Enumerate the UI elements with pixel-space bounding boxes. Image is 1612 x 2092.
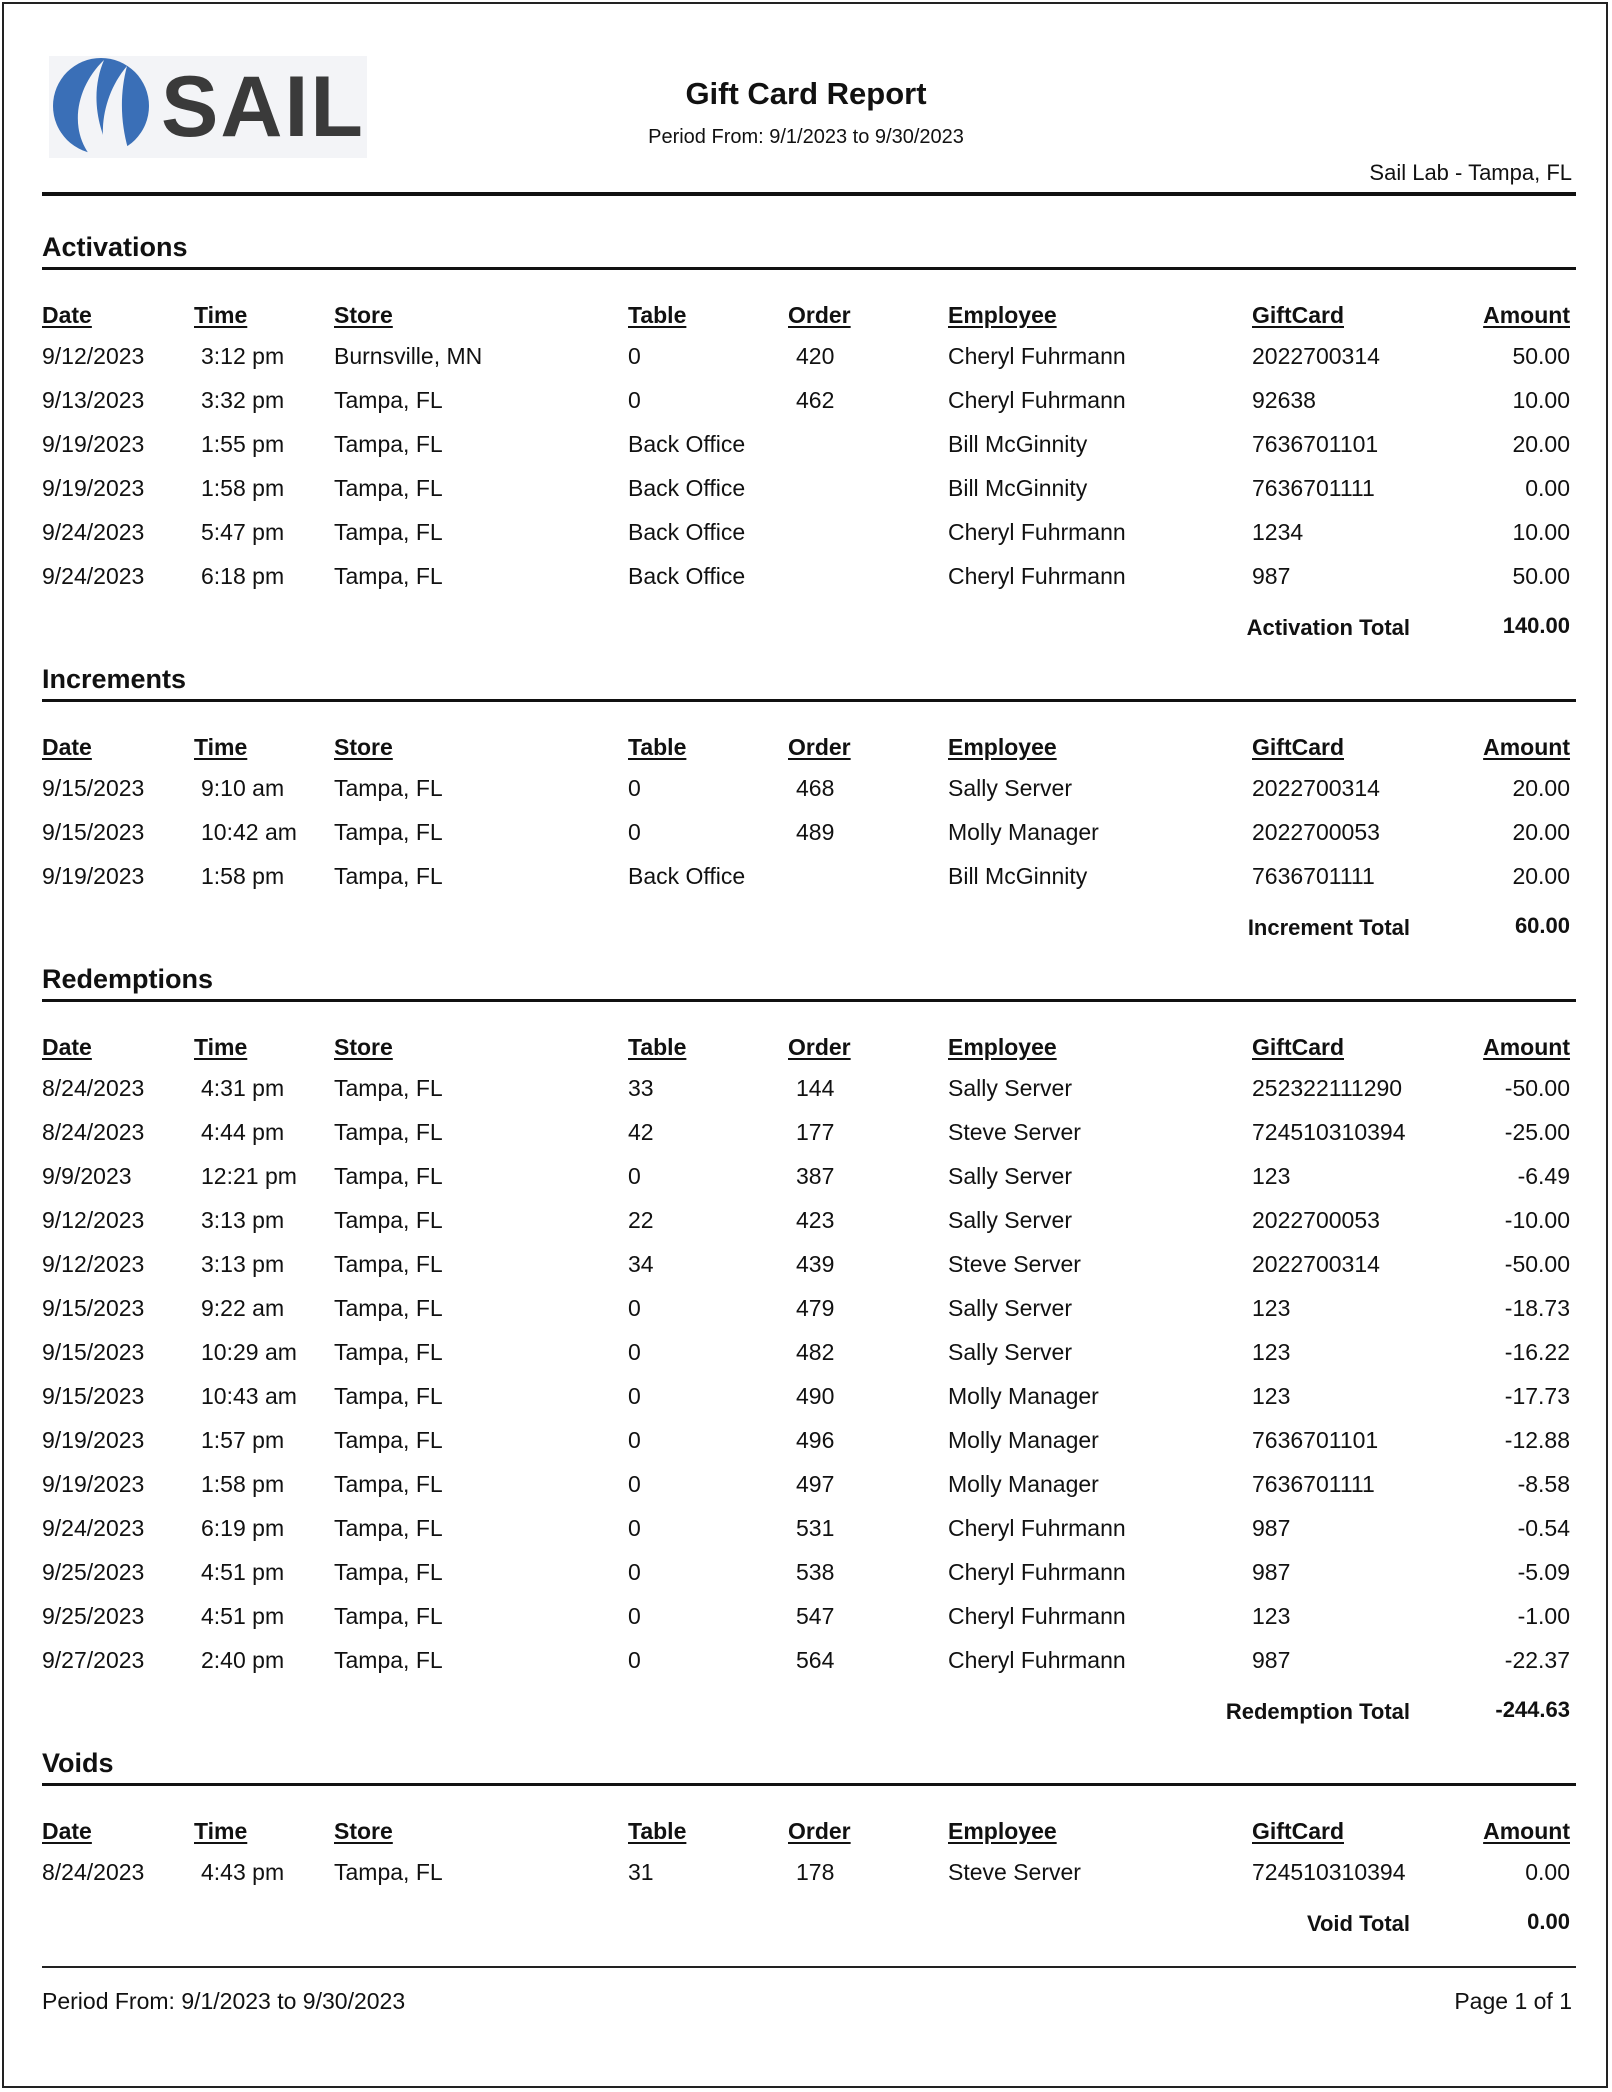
activations-row-3-employee: Bill McGinnity (948, 431, 1088, 457)
redemptions-row-10-date: 9/19/2023 (42, 1471, 145, 1497)
increments-row-1-employee: Sally Server (948, 775, 1072, 801)
redemptions-header-store: Store (334, 1034, 393, 1060)
redemptions-section-title: Redemptions (42, 964, 214, 994)
redemptions-row-10-time: 1:58 pm (201, 1471, 285, 1497)
activations-section-title: Activations (42, 232, 188, 262)
redemptions-row-4-time: 3:13 pm (201, 1207, 285, 1233)
voids-total-value: 0.00 (1527, 1909, 1570, 1934)
redemptions-row-3-giftcard: 123 (1252, 1163, 1291, 1189)
redemptions-header-table: Table (628, 1034, 687, 1060)
redemptions-row-6-order: 479 (796, 1295, 835, 1321)
voids-header-table: Table (628, 1818, 687, 1844)
redemptions-row-12-store: Tampa, FL (334, 1559, 443, 1585)
activations-header-order: Order (788, 302, 851, 328)
redemptions-row-10-employee: Molly Manager (948, 1471, 1099, 1497)
activations-row-1-store: Burnsville, MN (334, 343, 483, 369)
redemptions-row-6-date: 9/15/2023 (42, 1295, 145, 1321)
redemptions-row-2-table: 42 (628, 1119, 654, 1145)
redemptions-row-4-order: 423 (796, 1207, 835, 1233)
redemptions-row-7-table: 0 (628, 1339, 641, 1365)
activations-row-4-time: 1:58 pm (201, 475, 285, 501)
redemptions-row-14-store: Tampa, FL (334, 1647, 443, 1673)
increments-row-1-order: 468 (796, 775, 835, 801)
redemptions-header-giftcard: GiftCard (1252, 1034, 1344, 1060)
redemptions-row-5-amount: -50.00 (1504, 1251, 1570, 1277)
increments-row-1-date: 9/15/2023 (42, 775, 145, 801)
redemptions-row-1-table: 33 (628, 1075, 654, 1101)
redemptions-row-10-table: 0 (628, 1471, 641, 1497)
activations-row-5-store: Tampa, FL (334, 519, 443, 545)
voids-row-1-giftcard: 724510310394 (1252, 1859, 1406, 1885)
redemptions-row-12-employee: Cheryl Fuhrmann (948, 1559, 1126, 1585)
redemptions-row-9-amount: -12.88 (1504, 1427, 1570, 1453)
activations-row-3-store: Tampa, FL (334, 431, 443, 457)
redemptions-row-12-date: 9/25/2023 (42, 1559, 145, 1585)
increments-row-3-amount: 20.00 (1512, 863, 1570, 889)
increments-row-1-store: Tampa, FL (334, 775, 443, 801)
activations-total-label: Activation Total (1246, 615, 1410, 640)
redemptions-row-6-time: 9:22 am (201, 1295, 285, 1321)
redemptions-row-11-time: 6:19 pm (201, 1515, 285, 1541)
redemptions-row-2-employee: Steve Server (948, 1119, 1081, 1145)
redemptions-row-5-table: 34 (628, 1251, 654, 1277)
activations-row-3-giftcard: 7636701101 (1252, 431, 1379, 457)
redemptions-row-8-table: 0 (628, 1383, 641, 1409)
voids-header-order: Order (788, 1818, 851, 1844)
redemptions-row-9-order: 496 (796, 1427, 835, 1453)
report-page (2, 2, 1608, 2088)
increments-section-title: Increments (42, 664, 187, 694)
activations-row-1-employee: Cheryl Fuhrmann (948, 343, 1126, 369)
redemptions-row-7-store: Tampa, FL (334, 1339, 443, 1365)
redemptions-total-value: -244.63 (1495, 1697, 1570, 1722)
activations-row-6-store: Tampa, FL (334, 563, 443, 589)
voids-section-divider (42, 1783, 1576, 1786)
increments-row-2-giftcard: 2022700053 (1252, 819, 1380, 845)
redemptions-row-10-store: Tampa, FL (334, 1471, 443, 1497)
redemptions-header-employee: Employee (948, 1034, 1057, 1060)
redemptions-header-time: Time (194, 1034, 248, 1060)
increments-row-1-table: 0 (628, 775, 641, 801)
activations-row-4-amount: 0.00 (1525, 475, 1570, 501)
redemptions-row-5-employee: Steve Server (948, 1251, 1081, 1277)
redemptions-row-14-time: 2:40 pm (201, 1647, 285, 1673)
increments-row-2-date: 9/15/2023 (42, 819, 145, 845)
increments-row-1-amount: 20.00 (1512, 775, 1570, 801)
increments-total-value: 60.00 (1514, 913, 1570, 938)
increments-row-2-store: Tampa, FL (334, 819, 443, 845)
voids-header-amount: Amount (1483, 1818, 1570, 1844)
redemptions-row-14-order: 564 (796, 1647, 835, 1673)
activations-header-date: Date (42, 302, 92, 328)
redemptions-row-14-date: 9/27/2023 (42, 1647, 145, 1673)
increments-row-2-time: 10:42 am (201, 819, 297, 845)
redemptions-row-2-amount: -25.00 (1504, 1119, 1570, 1145)
redemptions-row-3-table: 0 (628, 1163, 641, 1189)
voids-header-store: Store (334, 1818, 393, 1844)
redemptions-row-6-giftcard: 123 (1252, 1295, 1291, 1321)
activations-row-2-time: 3:32 pm (201, 387, 285, 413)
activations-row-5-giftcard: 1234 (1252, 519, 1304, 545)
activations-row-1-order: 420 (796, 343, 835, 369)
redemptions-row-9-table: 0 (628, 1427, 641, 1453)
increments-row-3-store: Tampa, FL (334, 863, 443, 889)
redemptions-row-4-date: 9/12/2023 (42, 1207, 145, 1233)
activations-row-4-store: Tampa, FL (334, 475, 443, 501)
redemptions-row-14-employee: Cheryl Fuhrmann (948, 1647, 1126, 1673)
redemptions-row-13-date: 9/25/2023 (42, 1603, 145, 1629)
redemptions-row-14-table: 0 (628, 1647, 641, 1673)
redemptions-row-1-employee: Sally Server (948, 1075, 1072, 1101)
redemptions-row-1-time: 4:31 pm (201, 1075, 285, 1101)
redemptions-row-11-amount: -0.54 (1517, 1515, 1570, 1541)
increments-row-1-giftcard: 2022700314 (1252, 775, 1380, 801)
increments-row-3-giftcard: 7636701111 (1252, 863, 1375, 889)
increments-total-label: Increment Total (1247, 915, 1410, 940)
redemptions-row-9-employee: Molly Manager (948, 1427, 1099, 1453)
redemptions-row-8-store: Tampa, FL (334, 1383, 443, 1409)
redemptions-row-4-store: Tampa, FL (334, 1207, 443, 1233)
redemptions-row-7-amount: -16.22 (1504, 1339, 1570, 1365)
logo-wordmark: SAIL (161, 59, 365, 155)
redemptions-row-13-order: 547 (796, 1603, 835, 1629)
activations-row-5-time: 5:47 pm (201, 519, 285, 545)
activations-row-6-table: Back Office (628, 563, 746, 589)
increments-header-time: Time (194, 734, 248, 760)
redemptions-header-order: Order (788, 1034, 851, 1060)
redemptions-row-13-time: 4:51 pm (201, 1603, 285, 1629)
redemptions-row-5-giftcard: 2022700314 (1252, 1251, 1380, 1277)
redemptions-row-13-amount: -1.00 (1517, 1603, 1570, 1629)
redemptions-row-12-order: 538 (796, 1559, 835, 1585)
activations-header-employee: Employee (948, 302, 1057, 328)
increments-row-3-table: Back Office (628, 863, 746, 889)
activations-row-6-time: 6:18 pm (201, 563, 285, 589)
redemptions-row-9-time: 1:57 pm (201, 1427, 285, 1453)
voids-total-label: Void Total (1306, 1911, 1410, 1936)
redemptions-row-9-store: Tampa, FL (334, 1427, 443, 1453)
activations-row-2-amount: 10.00 (1512, 387, 1570, 413)
redemptions-row-13-giftcard: 123 (1252, 1603, 1291, 1629)
redemptions-row-3-time: 12:21 pm (201, 1163, 297, 1189)
increments-header-employee: Employee (948, 734, 1057, 760)
redemptions-row-6-store: Tampa, FL (334, 1295, 443, 1321)
activations-row-1-amount: 50.00 (1512, 343, 1570, 369)
activations-row-4-giftcard: 7636701111 (1252, 475, 1375, 501)
redemptions-row-10-amount: -8.58 (1517, 1471, 1570, 1497)
redemptions-total-label: Redemption Total (1225, 1699, 1410, 1724)
redemptions-row-8-date: 9/15/2023 (42, 1383, 145, 1409)
redemptions-row-12-giftcard: 987 (1252, 1559, 1291, 1585)
activations-row-1-date: 9/12/2023 (42, 343, 145, 369)
redemptions-row-1-order: 144 (796, 1075, 835, 1101)
redemptions-row-13-employee: Cheryl Fuhrmann (948, 1603, 1126, 1629)
redemptions-row-10-giftcard: 7636701111 (1252, 1471, 1375, 1497)
sail-logo-icon (49, 56, 159, 158)
redemptions-row-7-date: 9/15/2023 (42, 1339, 145, 1365)
redemptions-row-2-time: 4:44 pm (201, 1119, 285, 1145)
redemptions-row-5-date: 9/12/2023 (42, 1251, 145, 1277)
activations-row-5-table: Back Office (628, 519, 746, 545)
voids-row-1-order: 178 (796, 1859, 835, 1885)
redemptions-row-2-store: Tampa, FL (334, 1119, 443, 1145)
activations-row-1-time: 3:12 pm (201, 343, 285, 369)
redemptions-header-date: Date (42, 1034, 92, 1060)
activations-row-1-table: 0 (628, 343, 641, 369)
activations-row-6-amount: 50.00 (1512, 563, 1570, 589)
activations-header-amount: Amount (1483, 302, 1570, 328)
redemptions-row-4-amount: -10.00 (1504, 1207, 1570, 1233)
redemptions-row-5-store: Tampa, FL (334, 1251, 443, 1277)
report-location: Sail Lab - Tampa, FL (1369, 160, 1572, 185)
redemptions-row-1-amount: -50.00 (1504, 1075, 1570, 1101)
increments-header-store: Store (334, 734, 393, 760)
redemptions-row-14-giftcard: 987 (1252, 1647, 1291, 1673)
redemptions-row-3-store: Tampa, FL (334, 1163, 443, 1189)
redemptions-row-1-store: Tampa, FL (334, 1075, 443, 1101)
voids-header-time: Time (194, 1818, 248, 1844)
redemptions-row-14-amount: -22.37 (1504, 1647, 1570, 1673)
voids-row-1-employee: Steve Server (948, 1859, 1081, 1885)
voids-row-1-table: 31 (628, 1859, 654, 1885)
activations-header-time: Time (194, 302, 248, 328)
redemptions-row-8-time: 10:43 am (201, 1383, 297, 1409)
activations-row-4-employee: Bill McGinnity (948, 475, 1088, 501)
redemptions-row-3-order: 387 (796, 1163, 835, 1189)
report-period: Period From: 9/1/2023 to 9/30/2023 (648, 126, 964, 148)
redemptions-row-3-amount: -6.49 (1517, 1163, 1570, 1189)
activations-row-1-giftcard: 2022700314 (1252, 343, 1380, 369)
redemptions-row-7-giftcard: 123 (1252, 1339, 1291, 1365)
footer-period: Period From: 9/1/2023 to 9/30/2023 (42, 1988, 406, 2014)
redemptions-row-8-order: 490 (796, 1383, 835, 1409)
redemptions-row-6-employee: Sally Server (948, 1295, 1072, 1321)
redemptions-row-10-order: 497 (796, 1471, 835, 1497)
redemptions-row-12-table: 0 (628, 1559, 641, 1585)
activations-row-6-date: 9/24/2023 (42, 563, 145, 589)
redemptions-row-13-store: Tampa, FL (334, 1603, 443, 1629)
redemptions-row-5-time: 3:13 pm (201, 1251, 285, 1277)
redemptions-row-2-giftcard: 724510310394 (1252, 1119, 1406, 1145)
redemptions-row-9-giftcard: 7636701101 (1252, 1427, 1379, 1453)
activations-row-5-amount: 10.00 (1512, 519, 1570, 545)
activations-section-divider (42, 267, 1576, 270)
activations-row-2-order: 462 (796, 387, 835, 413)
increments-row-3-time: 1:58 pm (201, 863, 285, 889)
increments-row-2-employee: Molly Manager (948, 819, 1099, 845)
activations-row-4-date: 9/19/2023 (42, 475, 145, 501)
redemptions-row-3-employee: Sally Server (948, 1163, 1072, 1189)
increments-header-order: Order (788, 734, 851, 760)
activations-row-6-employee: Cheryl Fuhrmann (948, 563, 1126, 589)
redemptions-row-3-date: 9/9/2023 (42, 1163, 132, 1189)
activations-row-2-date: 9/13/2023 (42, 387, 145, 413)
activations-row-4-table: Back Office (628, 475, 746, 501)
voids-section-title: Voids (42, 1748, 114, 1778)
activations-row-5-date: 9/24/2023 (42, 519, 145, 545)
redemptions-row-7-time: 10:29 am (201, 1339, 297, 1365)
activations-row-2-store: Tampa, FL (334, 387, 443, 413)
redemptions-row-11-store: Tampa, FL (334, 1515, 443, 1541)
increments-row-1-time: 9:10 am (201, 775, 285, 801)
activations-row-2-employee: Cheryl Fuhrmann (948, 387, 1126, 413)
activations-total-value: 140.00 (1502, 613, 1570, 638)
increments-header-giftcard: GiftCard (1252, 734, 1344, 760)
activations-header-store: Store (334, 302, 393, 328)
increments-row-2-order: 489 (796, 819, 835, 845)
voids-row-1-store: Tampa, FL (334, 1859, 443, 1885)
redemptions-row-13-table: 0 (628, 1603, 641, 1629)
header-divider (42, 192, 1576, 196)
footer-divider (42, 1966, 1576, 1968)
redemptions-row-4-employee: Sally Server (948, 1207, 1072, 1233)
activations-header-table: Table (628, 302, 687, 328)
redemptions-row-9-date: 9/19/2023 (42, 1427, 145, 1453)
activations-row-2-giftcard: 92638 (1252, 387, 1316, 413)
voids-row-1-time: 4:43 pm (201, 1859, 285, 1885)
activations-row-6-giftcard: 987 (1252, 563, 1291, 589)
activations-row-3-table: Back Office (628, 431, 746, 457)
redemptions-row-11-giftcard: 987 (1252, 1515, 1291, 1541)
redemptions-section-divider (42, 999, 1576, 1002)
redemptions-row-12-amount: -5.09 (1517, 1559, 1570, 1585)
activations-row-3-amount: 20.00 (1512, 431, 1570, 457)
redemptions-row-1-giftcard: 252322111290 (1252, 1075, 1403, 1101)
increments-row-2-table: 0 (628, 819, 641, 845)
activations-row-3-time: 1:55 pm (201, 431, 285, 457)
activations-row-2-table: 0 (628, 387, 641, 413)
increments-row-3-employee: Bill McGinnity (948, 863, 1088, 889)
redemptions-row-4-table: 22 (628, 1207, 654, 1233)
voids-header-giftcard: GiftCard (1252, 1818, 1344, 1844)
redemptions-row-1-date: 8/24/2023 (42, 1075, 145, 1101)
redemptions-row-6-amount: -18.73 (1504, 1295, 1570, 1321)
redemptions-row-7-order: 482 (796, 1339, 835, 1365)
increments-header-table: Table (628, 734, 687, 760)
increments-row-2-amount: 20.00 (1512, 819, 1570, 845)
redemptions-row-8-employee: Molly Manager (948, 1383, 1099, 1409)
redemptions-row-7-employee: Sally Server (948, 1339, 1072, 1365)
voids-header-employee: Employee (948, 1818, 1057, 1844)
redemptions-row-12-time: 4:51 pm (201, 1559, 285, 1585)
activations-header-giftcard: GiftCard (1252, 302, 1344, 328)
activations-row-3-date: 9/19/2023 (42, 431, 145, 457)
redemptions-row-11-table: 0 (628, 1515, 641, 1541)
increments-section-divider (42, 699, 1576, 702)
redemptions-row-11-employee: Cheryl Fuhrmann (948, 1515, 1126, 1541)
voids-row-1-date: 8/24/2023 (42, 1859, 145, 1885)
redemptions-row-11-order: 531 (796, 1515, 835, 1541)
increments-row-3-date: 9/19/2023 (42, 863, 145, 889)
increments-header-date: Date (42, 734, 92, 760)
activations-row-5-employee: Cheryl Fuhrmann (948, 519, 1126, 545)
voids-row-1-amount: 0.00 (1525, 1859, 1570, 1885)
redemptions-row-2-date: 8/24/2023 (42, 1119, 145, 1145)
voids-header-date: Date (42, 1818, 92, 1844)
sail-logo (49, 56, 367, 158)
increments-header-amount: Amount (1483, 734, 1570, 760)
footer-page-number: Page 1 of 1 (1454, 1988, 1572, 2014)
redemptions-row-2-order: 177 (796, 1119, 835, 1145)
redemptions-row-8-amount: -17.73 (1504, 1383, 1570, 1409)
redemptions-row-8-giftcard: 123 (1252, 1383, 1291, 1409)
report-title: Gift Card Report (685, 76, 927, 111)
redemptions-row-5-order: 439 (796, 1251, 835, 1277)
redemptions-row-6-table: 0 (628, 1295, 641, 1321)
redemptions-row-4-giftcard: 2022700053 (1252, 1207, 1380, 1233)
redemptions-row-11-date: 9/24/2023 (42, 1515, 145, 1541)
redemptions-header-amount: Amount (1483, 1034, 1570, 1060)
